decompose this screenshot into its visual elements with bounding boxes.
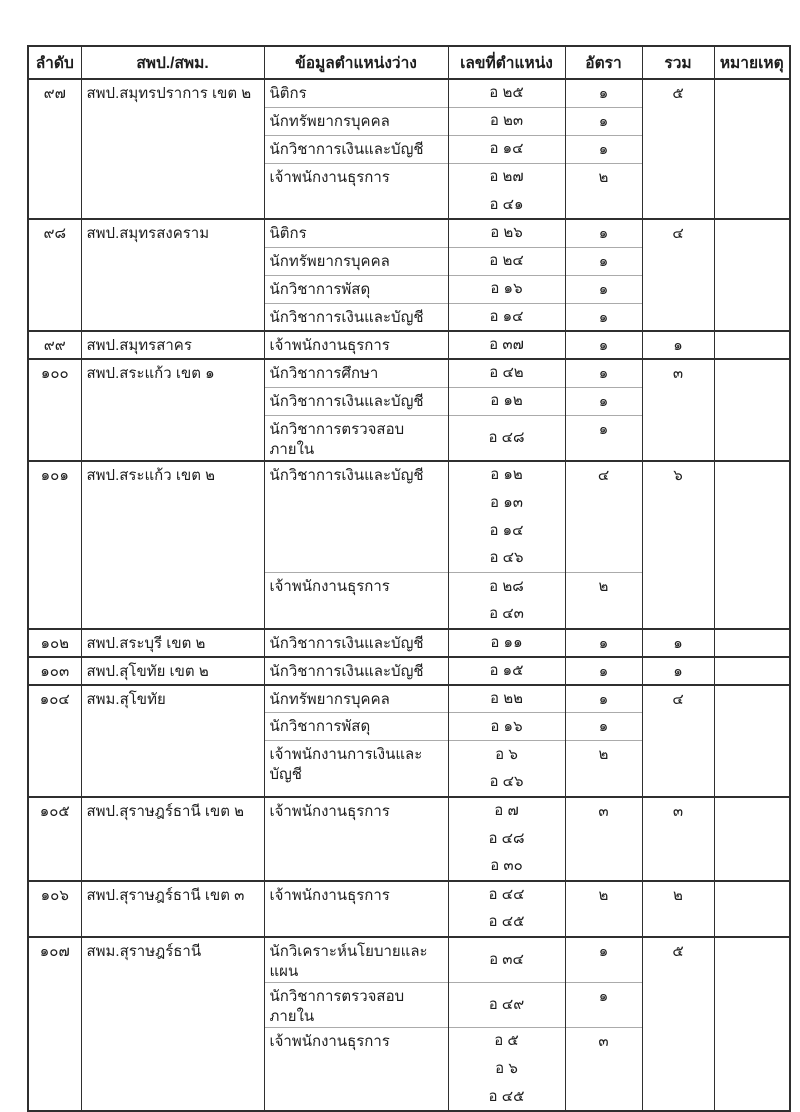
cell-rate: ๑ <box>565 685 642 713</box>
cell-position-number: อ ๓๔ <box>448 937 565 983</box>
cell-rate: ๑ <box>565 79 642 107</box>
table-row <box>28 881 790 909</box>
cell-rate: ๑ <box>565 387 642 415</box>
cell-rate: ๑ <box>565 415 642 461</box>
header-district: สพป./สพม. <box>81 46 264 79</box>
cell-district: สพป.สมุทรสงคราม <box>81 219 264 331</box>
cell-district: สพป.สระแก้ว เขต ๒ <box>81 461 264 629</box>
cell-no: ๑๐๑ <box>28 461 81 629</box>
cell-no: ๙๗ <box>28 79 81 219</box>
table-row <box>28 461 790 489</box>
cell-rate: ๑ <box>565 937 642 983</box>
cell-position-number: อ ๑๔ <box>448 517 565 545</box>
cell-position-number: อ ๒๗ <box>448 163 565 191</box>
cell-rate: ๒ <box>565 741 642 797</box>
cell-district: สพป.สมุทรปราการ เขต ๒ <box>81 79 264 219</box>
cell-rate: ๔ <box>565 461 642 573</box>
cell-remark <box>714 331 790 359</box>
cell-no: ๑๐๐ <box>28 359 81 461</box>
cell-rate: ๑ <box>565 107 642 135</box>
cell-remark <box>714 937 790 1112</box>
table-row <box>28 79 790 107</box>
cell-position-title: นักวิชาการพัสดุ <box>264 713 448 741</box>
cell-no: ๑๐๗ <box>28 937 81 1112</box>
cell-position-title: นักวิชาการเงินและบัญชี <box>264 387 448 415</box>
cell-position-number: อ ๑๖ <box>448 275 565 303</box>
cell-position-title: เจ้าพนักงานธุรการ <box>264 331 448 359</box>
cell-total: ๔ <box>642 685 714 797</box>
cell-position-number: อ ๒๖ <box>448 219 565 247</box>
cell-district: สพป.สระแก้ว เขต ๑ <box>81 359 264 461</box>
cell-rate: ๑ <box>565 219 642 247</box>
cell-position-number: อ ๑๑ <box>448 629 565 657</box>
cell-position-title: เจ้าพนักงานการเงินและบัญชี <box>264 741 448 797</box>
cell-position-title: นักทรัพยากรบุคคล <box>264 685 448 713</box>
cell-total: ๑ <box>642 331 714 359</box>
header-position-number: เลขที่ตำแหน่ง <box>448 46 565 79</box>
cell-remark <box>714 797 790 881</box>
cell-district: สพป.สุราษฎร์ธานี เขต ๒ <box>81 797 264 881</box>
cell-position-number: อ ๔๒ <box>448 359 565 387</box>
cell-position-title: นักทรัพยากรบุคคล <box>264 107 448 135</box>
table-row <box>28 629 790 657</box>
cell-total: ๕ <box>642 937 714 1112</box>
cell-total: ๕ <box>642 79 714 219</box>
cell-total: ๖ <box>642 461 714 629</box>
cell-position-number: อ ๓๗ <box>448 331 565 359</box>
header-position-info: ข้อมูลตำแหน่งว่าง <box>264 46 448 79</box>
cell-no: ๑๐๒ <box>28 629 81 657</box>
cell-remark <box>714 685 790 797</box>
cell-position-title: นักวิชาการเงินและบัญชี <box>264 629 448 657</box>
cell-position-number: อ ๒๕ <box>448 79 565 107</box>
table-row <box>28 359 790 387</box>
cell-rate: ๑ <box>565 657 642 685</box>
header-row <box>28 46 790 79</box>
cell-position-number: อ ๒๘ <box>448 573 565 601</box>
cell-rate: ๑ <box>565 275 642 303</box>
cell-total: ๔ <box>642 219 714 331</box>
header-no: ลำดับ <box>28 46 81 79</box>
cell-position-number: อ ๑๒ <box>448 387 565 415</box>
cell-district: สพป.สมุทรสาคร <box>81 331 264 359</box>
cell-position-title: นักวิเคราะห์นโยบายและแผน <box>264 937 448 983</box>
table-row <box>28 797 790 825</box>
cell-district: สพม.สุราษฎร์ธานี <box>81 937 264 1112</box>
cell-position-number: อ ๑๖ <box>448 713 565 741</box>
cell-no: ๑๐๓ <box>28 657 81 685</box>
cell-position-number: อ ๕ <box>448 1027 565 1055</box>
header-remark: หมายเหตุ <box>714 46 790 79</box>
table-row <box>28 331 790 359</box>
cell-position-title: เจ้าพนักงานธุรการ <box>264 1027 448 1111</box>
cell-position-title: นิติกร <box>264 79 448 107</box>
cell-district: สพม.สุโขทัย <box>81 685 264 797</box>
cell-no: ๑๐๔ <box>28 685 81 797</box>
cell-district: สพป.สระบุรี เขต ๒ <box>81 629 264 657</box>
cell-rate: ๓ <box>565 797 642 881</box>
cell-rate: ๑ <box>565 982 642 1027</box>
cell-position-title: นักวิชาการตรวจสอบภายใน <box>264 415 448 461</box>
cell-rate: ๒ <box>565 573 642 629</box>
cell-position-number: อ ๔๘ <box>448 825 565 853</box>
cell-position-title: นักวิชาการเงินและบัญชี <box>264 303 448 331</box>
cell-remark <box>714 359 790 461</box>
cell-position-number: อ ๔๔ <box>448 881 565 909</box>
cell-position-number: อ ๖ <box>448 1055 565 1083</box>
cell-total: ๑ <box>642 629 714 657</box>
cell-position-number: อ ๑๔ <box>448 303 565 331</box>
cell-position-number: อ ๔๑ <box>448 191 565 219</box>
cell-rate: ๑ <box>565 629 642 657</box>
cell-position-title: นักวิชาการเงินและบัญชี <box>264 461 448 573</box>
cell-position-title: นักวิชาการศึกษา <box>264 359 448 387</box>
cell-rate: ๒ <box>565 163 642 219</box>
cell-position-number: อ ๒๔ <box>448 247 565 275</box>
cell-position-number: อ ๗ <box>448 797 565 825</box>
cell-rate: ๑ <box>565 135 642 163</box>
cell-no: ๙๘ <box>28 219 81 331</box>
cell-position-number: อ ๔๘ <box>448 415 565 461</box>
table-row <box>28 685 790 713</box>
cell-no: ๑๐๕ <box>28 797 81 881</box>
cell-remark <box>714 657 790 685</box>
header-total: รวม <box>642 46 714 79</box>
table-row <box>28 937 790 983</box>
cell-position-title: เจ้าพนักงานธุรการ <box>264 573 448 629</box>
cell-rate: ๑ <box>565 303 642 331</box>
cell-total: ๓ <box>642 797 714 881</box>
cell-rate: ๑ <box>565 359 642 387</box>
cell-position-number: อ ๔๙ <box>448 982 565 1027</box>
cell-position-number: อ ๑๓ <box>448 489 565 517</box>
cell-rate: ๒ <box>565 881 642 937</box>
cell-position-number: อ ๑๔ <box>448 135 565 163</box>
cell-position-title: เจ้าพนักงานธุรการ <box>264 163 448 219</box>
cell-rate: ๑ <box>565 247 642 275</box>
cell-remark <box>714 79 790 219</box>
cell-remark <box>714 461 790 629</box>
cell-position-title: นิติกร <box>264 219 448 247</box>
cell-position-number: อ ๔๖ <box>448 769 565 797</box>
cell-position-title: นักทรัพยากรบุคคล <box>264 247 448 275</box>
cell-district: สพป.สุโขทัย เขต ๒ <box>81 657 264 685</box>
cell-no: ๙๙ <box>28 331 81 359</box>
table-header <box>28 46 790 79</box>
cell-position-title: นักวิชาการพัสดุ <box>264 275 448 303</box>
cell-position-number: อ ๔๓ <box>448 601 565 629</box>
cell-position-title: นักวิชาการเงินและบัญชี <box>264 135 448 163</box>
cell-position-title: เจ้าพนักงานธุรการ <box>264 797 448 881</box>
cell-remark <box>714 629 790 657</box>
cell-total: ๑ <box>642 657 714 685</box>
cell-position-number: อ ๖ <box>448 741 565 769</box>
cell-position-number: อ ๒๓ <box>448 107 565 135</box>
cell-position-number: อ ๔๕ <box>448 1083 565 1111</box>
cell-remark <box>714 881 790 937</box>
cell-position-title: นักวิชาการตรวจสอบภายใน <box>264 982 448 1027</box>
cell-position-number: อ ๒๒ <box>448 685 565 713</box>
table-row <box>28 657 790 685</box>
cell-rate: ๑ <box>565 331 642 359</box>
cell-rate: ๑ <box>565 713 642 741</box>
cell-position-number: อ ๔๕ <box>448 909 565 937</box>
cell-position-title: เจ้าพนักงานธุรการ <box>264 881 448 937</box>
table-body <box>28 79 790 1111</box>
header-rate: อัตรา <box>565 46 642 79</box>
cell-position-number: อ ๑๕ <box>448 657 565 685</box>
table-row <box>28 219 790 247</box>
vacancy-table <box>27 45 791 1112</box>
cell-remark <box>714 219 790 331</box>
cell-no: ๑๐๖ <box>28 881 81 937</box>
cell-position-number: อ ๔๖ <box>448 545 565 573</box>
cell-rate: ๓ <box>565 1027 642 1111</box>
cell-total: ๒ <box>642 881 714 937</box>
cell-position-title: นักวิชาการเงินและบัญชี <box>264 657 448 685</box>
cell-total: ๓ <box>642 359 714 461</box>
cell-district: สพป.สุราษฎร์ธานี เขต ๓ <box>81 881 264 937</box>
cell-position-number: อ ๑๒ <box>448 461 565 489</box>
cell-position-number: อ ๓๐ <box>448 853 565 881</box>
